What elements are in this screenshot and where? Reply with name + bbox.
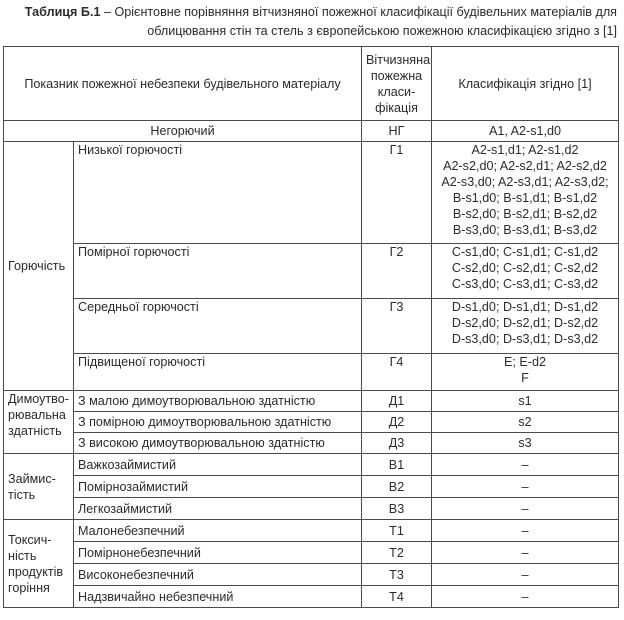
row-euro: –	[432, 564, 619, 586]
row-code: Д1	[362, 391, 432, 412]
table-row	[4, 433, 619, 454]
table-row	[4, 520, 619, 542]
row-code: В1	[362, 454, 432, 476]
row-euro: –	[432, 586, 619, 608]
header-domestic: Вітчизняна пожежна класи- фікація	[362, 47, 432, 121]
row-code: Т1	[362, 520, 432, 542]
row-code: Г1	[362, 142, 432, 244]
table-row	[4, 454, 619, 476]
row-euro: s3	[432, 433, 619, 454]
header-european: Класифікація згідно [1]	[432, 47, 619, 121]
row-label: Легкозаймистий	[74, 498, 362, 520]
row-label: Підвищеної горючості	[74, 354, 362, 391]
row-euro: –	[432, 498, 619, 520]
table-row	[4, 244, 619, 299]
group-combustibility: Горючість	[4, 142, 74, 391]
row-code: Д2	[362, 412, 432, 433]
noncombustible-label: Негорючий	[4, 121, 362, 142]
table-row	[4, 354, 619, 391]
table-row	[4, 498, 619, 520]
row-label: Високонебезпечний	[74, 564, 362, 586]
row-label: З помірною димоутворювальною здатністю	[74, 412, 362, 433]
row-label: З високою димоутворювальною здатністю	[74, 433, 362, 454]
classification-table	[3, 46, 619, 608]
table-row	[4, 299, 619, 354]
table-row	[4, 586, 619, 608]
row-label: Помірнозаймистий	[74, 476, 362, 498]
table-row	[4, 142, 619, 244]
row-euro: –	[432, 454, 619, 476]
row-code: Г2	[362, 244, 432, 299]
table-row	[4, 476, 619, 498]
noncombustible-euro: A1, A2-s1,d0	[432, 121, 619, 142]
group-flammability: Займис- тість	[4, 454, 74, 520]
table-row	[4, 391, 619, 412]
row-label: Надзвичайно небезпечний	[74, 586, 362, 608]
row-euro: s1	[432, 391, 619, 412]
row-code: В3	[362, 498, 432, 520]
row-code: В2	[362, 476, 432, 498]
noncombustible-code: НГ	[362, 121, 432, 142]
row-code: Г4	[362, 354, 432, 391]
table-row	[4, 542, 619, 564]
row-euro: E; E-d2 F	[432, 354, 619, 391]
row-euro: –	[432, 542, 619, 564]
row-label: Помірнонебезпечний	[74, 542, 362, 564]
header-row	[4, 47, 619, 121]
row-code: Г3	[362, 299, 432, 354]
group-smoke: Димоутво- рювальна здатність	[4, 391, 74, 454]
caption-text: – Орієнтовне порівняння вітчизняної пожежної класифікації будівельних матеріалів для облицювання стін та стель з європейською пожежною класифікацією згідно з [1]	[100, 5, 617, 38]
table-row	[4, 412, 619, 433]
row-euro: –	[432, 520, 619, 542]
row-label: Помірної горючості	[74, 244, 362, 299]
row-label: Середньої горючості	[74, 299, 362, 354]
table-caption	[3, 3, 617, 41]
row-euro: s2	[432, 412, 619, 433]
row-euro: C-s1,d0; C-s1,d1; C-s1,d2 C-s2,d0; C-s2,d1; C-s2,d2 C-s3,d0; C-s3,d1; C-s3,d2	[432, 244, 619, 299]
table-row	[4, 121, 619, 142]
header-indicator: Показник пожежної небезпеки будівельного матеріалу	[4, 47, 362, 121]
row-euro: –	[432, 476, 619, 498]
row-code: Т4	[362, 586, 432, 608]
row-label: Низької горючості	[74, 142, 362, 244]
row-code: Д3	[362, 433, 432, 454]
row-euro: A2-s1,d1; A2-s1,d2 A2-s2,d0; A2-s2,d1; A2-s2,d2 A2-s3,d0; A2-s3,d1; A2-s3,d2; B-s1,d0; B-s1,d1; B-s1,d2 B-s2,d0; B-s2,d1; B-s2,d2 B-s3,d0; B-s3,d1; B-s3,d2	[432, 142, 619, 244]
row-label: Малонебезпечний	[74, 520, 362, 542]
row-euro: D-s1,d0; D-s1,d1; D-s1,d2 D-s2,d0; D-s2,d1; D-s2,d2 D-s3,d0; D-s3,d1; D-s3,d2	[432, 299, 619, 354]
row-label: З малою димоутворювальною здатністю	[74, 391, 362, 412]
row-code: Т3	[362, 564, 432, 586]
row-label: Важкозаймистий	[74, 454, 362, 476]
table-row	[4, 564, 619, 586]
group-toxicity: Токсич- ність продуктів горіння	[4, 520, 74, 608]
row-code: Т2	[362, 542, 432, 564]
caption-label: Таблиця Б.1	[24, 5, 101, 19]
